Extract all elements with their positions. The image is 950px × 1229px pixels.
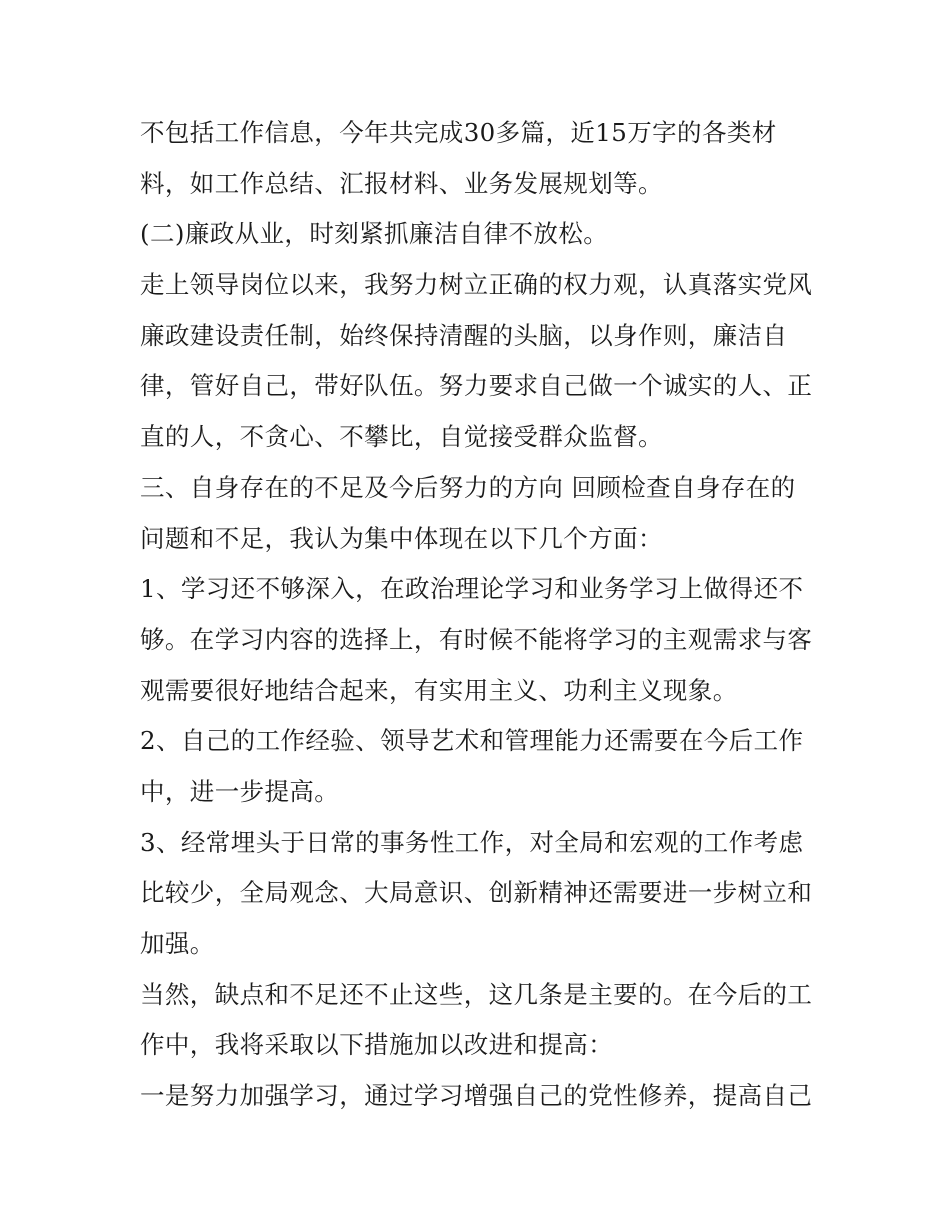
text-line: 料，如工作总结、汇报材料、业务发展规划等。 (140, 168, 663, 198)
text-line: 中，进一步提高。 (140, 776, 340, 806)
list-item: 1、学习还不够深入，在政治理论学习和业务学习上做得还不 (140, 574, 804, 604)
text-line: 比较少，全局观念、大局意识、创新精神还需要进一步树立和 (140, 878, 813, 908)
text-line: 不包括工作信息，今年共完成30多篇，近15万字的各类材 (140, 118, 777, 147)
text-line: 观需要很好地结合起来，有实用主义、功利主义现象。 (140, 675, 738, 705)
text-line: 当然，缺点和不足还不止这些，这几条是主要的。在今后的工 (140, 979, 813, 1009)
text-line: 一是努力加强学习，通过学习增强自己的党性修养，提高自己 (140, 1081, 813, 1111)
list-item: 3、经常埋头于日常的事务性工作，对全局和宏观的工作考虑 (140, 827, 804, 857)
list-item: 2、自己的工作经验、领导艺术和管理能力还需要在今后工作 (140, 726, 804, 756)
text-line: 律，管好自己，带好队伍。努力要求自己做一个诚实的人、正 (140, 371, 813, 401)
text-line: 加强。 (140, 929, 215, 958)
section-heading: 三、自身存在的不足及今后努力的方向 回顾检查自身存在的 (140, 472, 796, 502)
document-body (140, 108, 820, 1122)
text-line: 直的人，不贪心、不攀比，自觉接受群众监督。 (140, 422, 663, 452)
section-heading: (二)廉政从业，时刻紧抓廉洁自律不放松。 (140, 219, 609, 249)
text-line: 问题和不足，我认为集中体现在以下几个方面： (140, 523, 663, 553)
text-line: 作中，我将采取以下措施加以改进和提高： (140, 1030, 614, 1060)
text-line: 够。在学习内容的选择上，有时候不能将学习的主观需求与客 (140, 624, 813, 654)
text-line: 走上领导岗位以来，我努力树立正确的权力观，认真落实党风 (140, 270, 813, 300)
text-line: 廉政建设责任制，始终保持清醒的头脑，以身作则，廉洁自 (140, 320, 788, 350)
